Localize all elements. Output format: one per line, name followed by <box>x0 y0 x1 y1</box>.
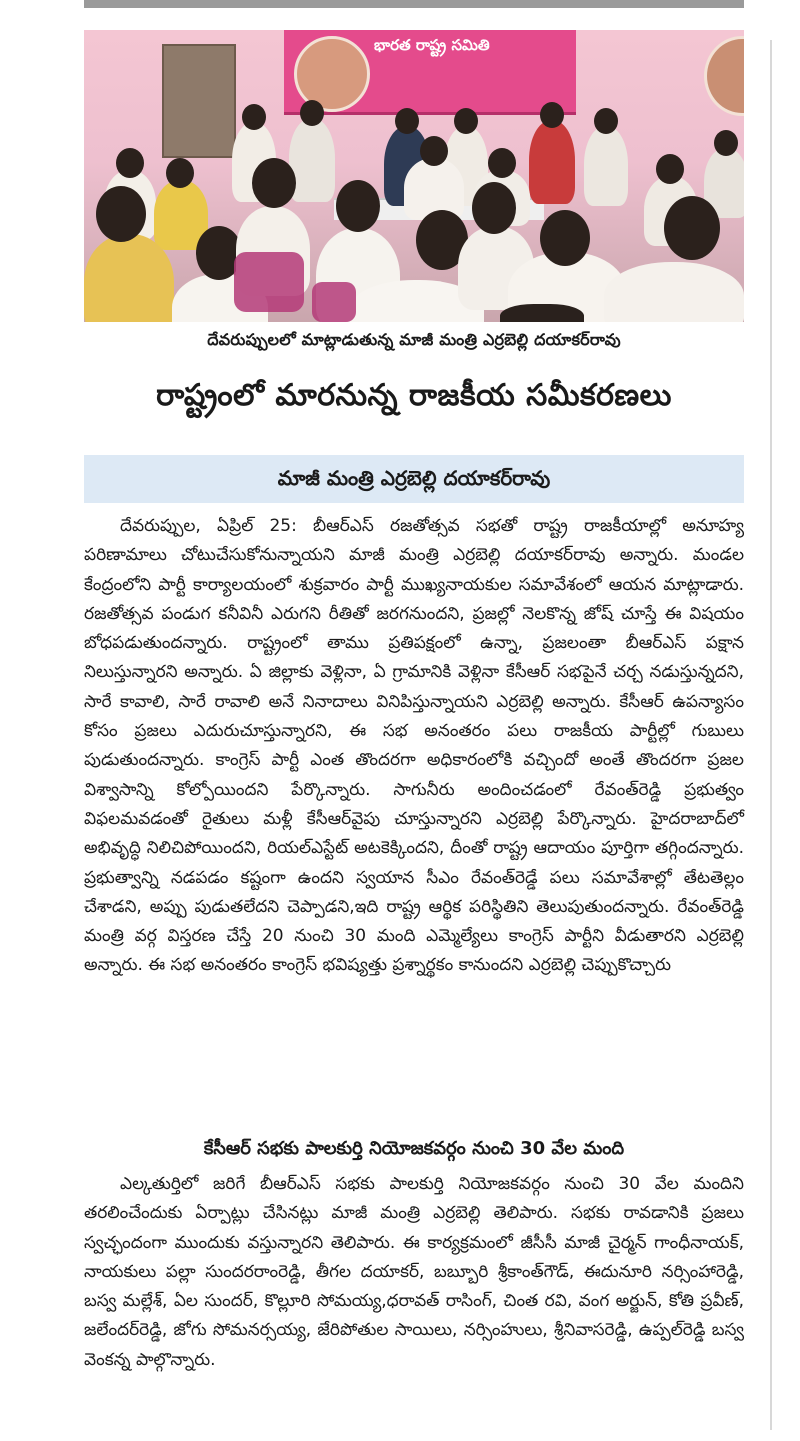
news-photo <box>84 30 744 322</box>
article-subheadline: మాజీ మంత్రి ఎర్రబెల్లి దయాకర్‌రావు <box>277 466 551 490</box>
column-rule <box>770 40 772 1430</box>
photo-door <box>162 44 236 158</box>
article-paragraph-2: ఎల్కతుర్తిలో జరిగే బీఆర్ఎస్ సభకు పాలకుర్తి నియోజకవర్గం నుంచి 30 వేల మందిని తరలించేందుకు ఏర్పాట్లు చేసినట్లు మాజీ మంత్రి ఎర్రబెల్లి తెలిపారు. సభకు రావడానికి ప్రజలు స్వచ్ఛందంగా ముందుకు వస్తున్నారని తెలిపారు. ఈ కార్యక్రమంలో జీసీసీ మాజీ చైర్మన్ గాంధీనాయక్, నాయకులు పల్లా సుందరరాంరెడ్డి, తీగల దయాకర్, బబ్బూరి శ్రీకాంత్‌గౌడ్, ఈదునూరి నర్సింహారెడ్డి, బస్వ మల్లేశ్, ఏల సుందర్, కొల్లూరి సోమయ్య,ధరావత్ రాసింగ్, చింత రవి, వంగ అర్జున్, కోతి ప్రవీణ్, జలేందర్‌రెడ్డి, జోగు సోమనర్సయ్య, జేరిపోతుల సాయిలు, నర్సింహులు, శ్రీనివాసరెడ్డి, ఉప్పల్‌రెడ్డి బస్వ వెంకన్న పాల్గొన్నారు. <box>84 1174 744 1370</box>
article-crosshead: కేసీఆర్ సభకు పాలకుర్తి నియోజకవర్గం నుంచి 30 వేల మంది <box>203 1138 625 1159</box>
banner-portrait-right <box>704 36 744 116</box>
top-divider-bar <box>84 0 744 8</box>
banner-text: భారత రాష్ట్ర సమితి <box>374 36 490 54</box>
article-paragraph-1: దేవరుప్పుల, ఏప్రిల్ 25: బీఆర్ఎస్ రజతోత్సవ సభతో రాష్ట్ర రాజకీయాల్లో అనూహ్య పరిణామాలు చోటుచేసుకోనున్నాయని మాజీ మంత్రి ఎర్రబెల్లి దయాకర్‌రావు అన్నారు. మండల కేంద్రంలోని పార్టీ కార్యాలయంలో శుక్రవారం పార్టీ ముఖ్యనాయకుల సమావేశంలో ఆయన మాట్లాడారు. రజతోత్సవ పండుగ కనీవినీ ఎరుగని రీతితో జరగనుందని, ప్రజల్లో నెలకొన్న జోష్ చూస్తే ఈ విషయం బోధపడుతుందన్నారు. రాష్ట్రంలో తాము ప్రతిపక్షంలో ఉన్నా, ప్రజలంతా బీఆర్ఎస్ పక్షాన నిలుస్తున్నారని అన్నారు. ఏ జిల్లాకు వెళ్లినా, ఏ గ్రామానికి వెళ్లినా కేసీఆర్ సభపైనే చర్చ నడుస్తున్నదని, సారే కావాలి, సారే రావాలి అనే నినాదాలు వినిపిస్తున్నాయని ఎర్రబెల్లి అన్నారు. కేసీఆర్ ఉపన్యాసం కోసం ప్రజలు ఎదురుచూస్తున్నారని, ఈ సభ అనంతరం పలు రాజకీయ పార్టీల్లో గుబులు పుడుతుందన్నారు. కాంగ్రెస్ పార్టీ ఎంత తొందరగా అధికారంలోకి వచ్చిందో అంతే తొందరగా ప్రజల విశ్వాసాన్ని కోల్పోయిందని పేర్కొన్నారు. సాగునీరు అందించడంలో రేవంత్‌రెడ్డి ప్రభుత్వం విఫలమవడంతో రైతులు మళ్లీ కేసీఆర్‌వైపు చూస్తున్నారని ఎర్రబెల్లి పేర్కొన్నారు. హైదరాబాద్‌లో అభివృద్ధి నిలిచిపోయిందని, రియల్‌ఎస్టేట్ అటకెక్కిందని, దీంతో రాష్ట్ర ఆదాయం పూర్తిగా తగ్గిందన్నారు. ప్రభుత్వాన్ని నడపడం కష్టంగా ఉందని స్వయాన సీఎం రేవంత్‌రెడ్డే పలు సమావేశాల్లో తేటతెల్లం చేశాడని, అప్పు పుడుతలేదని చెప్పాడని,ఇది రాష్ట్ర ఆర్థిక పరిస్థితిని తెలుపుతుందన్నారు. రేవంత్‌రెడ్డి మంత్రి వర్గ విస్తరణ చేస్తే 20 నుంచి 30 మంది ఎమ్మెల్యేలు కాంగ్రెస్ పార్టీని వీడుతారని ఎర్రబెల్లి అన్నారు. ఈ సభ అనంతరం కాంగ్రెస్ భవిష్యత్తు ప్రశ్నార్థకం కానుందని ఎర్రబెల్లి చెప్పుకొచ్చారు <box>84 516 744 976</box>
article-headline: రాష్ట్రంలో మారనున్న రాజకీయ సమీకరణలు <box>156 378 672 413</box>
photo-caption: దేవరుప్పులలో మాట్లాడుతున్న మాజీ మంత్రి ఎర్రబెల్లి దయాకర్‌రావు <box>207 330 621 349</box>
party-banner <box>284 30 576 115</box>
